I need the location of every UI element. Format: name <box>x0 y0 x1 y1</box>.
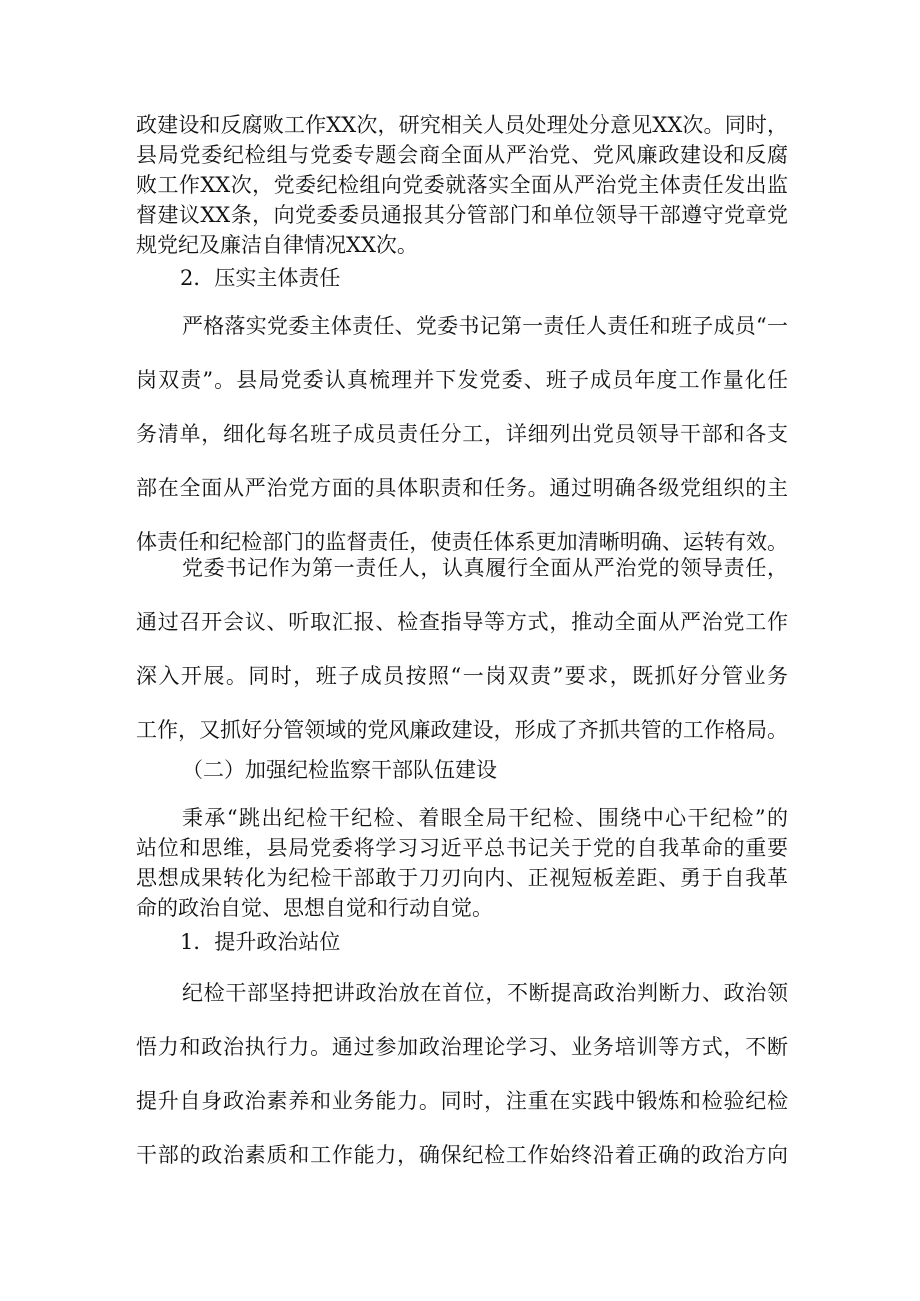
text-line: 深入开展。同时，班子成员按照“一岗双责”要求，既抓好分管业务 <box>136 664 788 688</box>
text-line: 部在全面从严治党方面的具体职责和任务。通过明确各级党组织的主 <box>136 476 788 500</box>
paragraph-1 <box>136 110 788 260</box>
paragraph-2 <box>136 299 788 569</box>
text-line: 岗双责”。县局党委认真梳理并下发党委、班子成员年度工作量化任 <box>136 368 788 392</box>
text-line: 县局党委纪检组与党委专题会商全面从严治党、党风廉政建设和反腐 <box>136 143 788 167</box>
paragraph-3 <box>136 541 788 757</box>
text-line: 体责任和纪检部门的监督责任，使责任体系更加清晰明确、运转有效。 <box>136 530 788 554</box>
subheading-political-stance: 1．提升政治站位 <box>180 930 341 954</box>
subheading-compact-responsibility: 2．压实主体责任 <box>180 266 341 290</box>
text-line: 务清单，细化每名班子成员责任分工，详细列出党员领导干部和各支 <box>136 422 788 446</box>
paragraph-5 <box>136 966 788 1182</box>
text-line: 悟力和政治执行力。通过参加政治理论学习、业务培训等方式，不断 <box>136 1035 788 1059</box>
text-line: 通过召开会议、听取汇报、检查指导等方式，推动全面从严治党工作 <box>136 610 788 634</box>
text-line: 纪检干部坚持把讲政治放在首位，不断提高政治判断力、政治领 <box>182 981 788 1005</box>
text-line: 严格落实党委主体责任、党委书记第一责任人责任和班子成员“一 <box>182 314 788 338</box>
paragraph-4 <box>136 803 788 923</box>
text-line: 政建设和反腐败工作XX次，研究相关人员处理处分意见XX次。同时， <box>136 113 788 137</box>
text-line: 思想成果转化为纪检干部敢于刀刃向内、正视短板差距、勇于自我革 <box>136 866 788 890</box>
section-heading: （二）加强纪检监察干部队伍建设 <box>182 758 497 782</box>
text-line: 命的政治自觉、思想自觉和行动自觉。 <box>136 896 493 920</box>
text-line: 败工作XX次，党委纪检组向党委就落实全面从严治党主体责任发出监 <box>136 173 788 197</box>
text-line: 规党纪及廉洁自律情况XX次。 <box>136 233 418 257</box>
text-line: 站位和思维，县局党委将学习习近平总书记关于党的自我革命的重要 <box>136 836 788 860</box>
text-line: 干部的政治素质和工作能力，确保纪检工作始终沿着正确的政治方向 <box>136 1143 788 1167</box>
text-line: 提升自身政治素养和业务能力。同时，注重在实践中锻炼和检验纪检 <box>136 1089 788 1113</box>
text-line: 督建议XX条，向党委委员通报其分管部门和单位领导干部遵守党章党 <box>136 203 788 227</box>
text-line: 党委书记作为第一责任人，认真履行全面从严治党的领导责任， <box>182 556 788 580</box>
text-line: 秉承“跳出纪检干纪检、着眼全局干纪检、围绕中心干纪检”的 <box>182 806 788 830</box>
text-line: 工作，又抓好分管领域的党风廉政建设，形成了齐抓共管的工作格局。 <box>136 718 788 742</box>
